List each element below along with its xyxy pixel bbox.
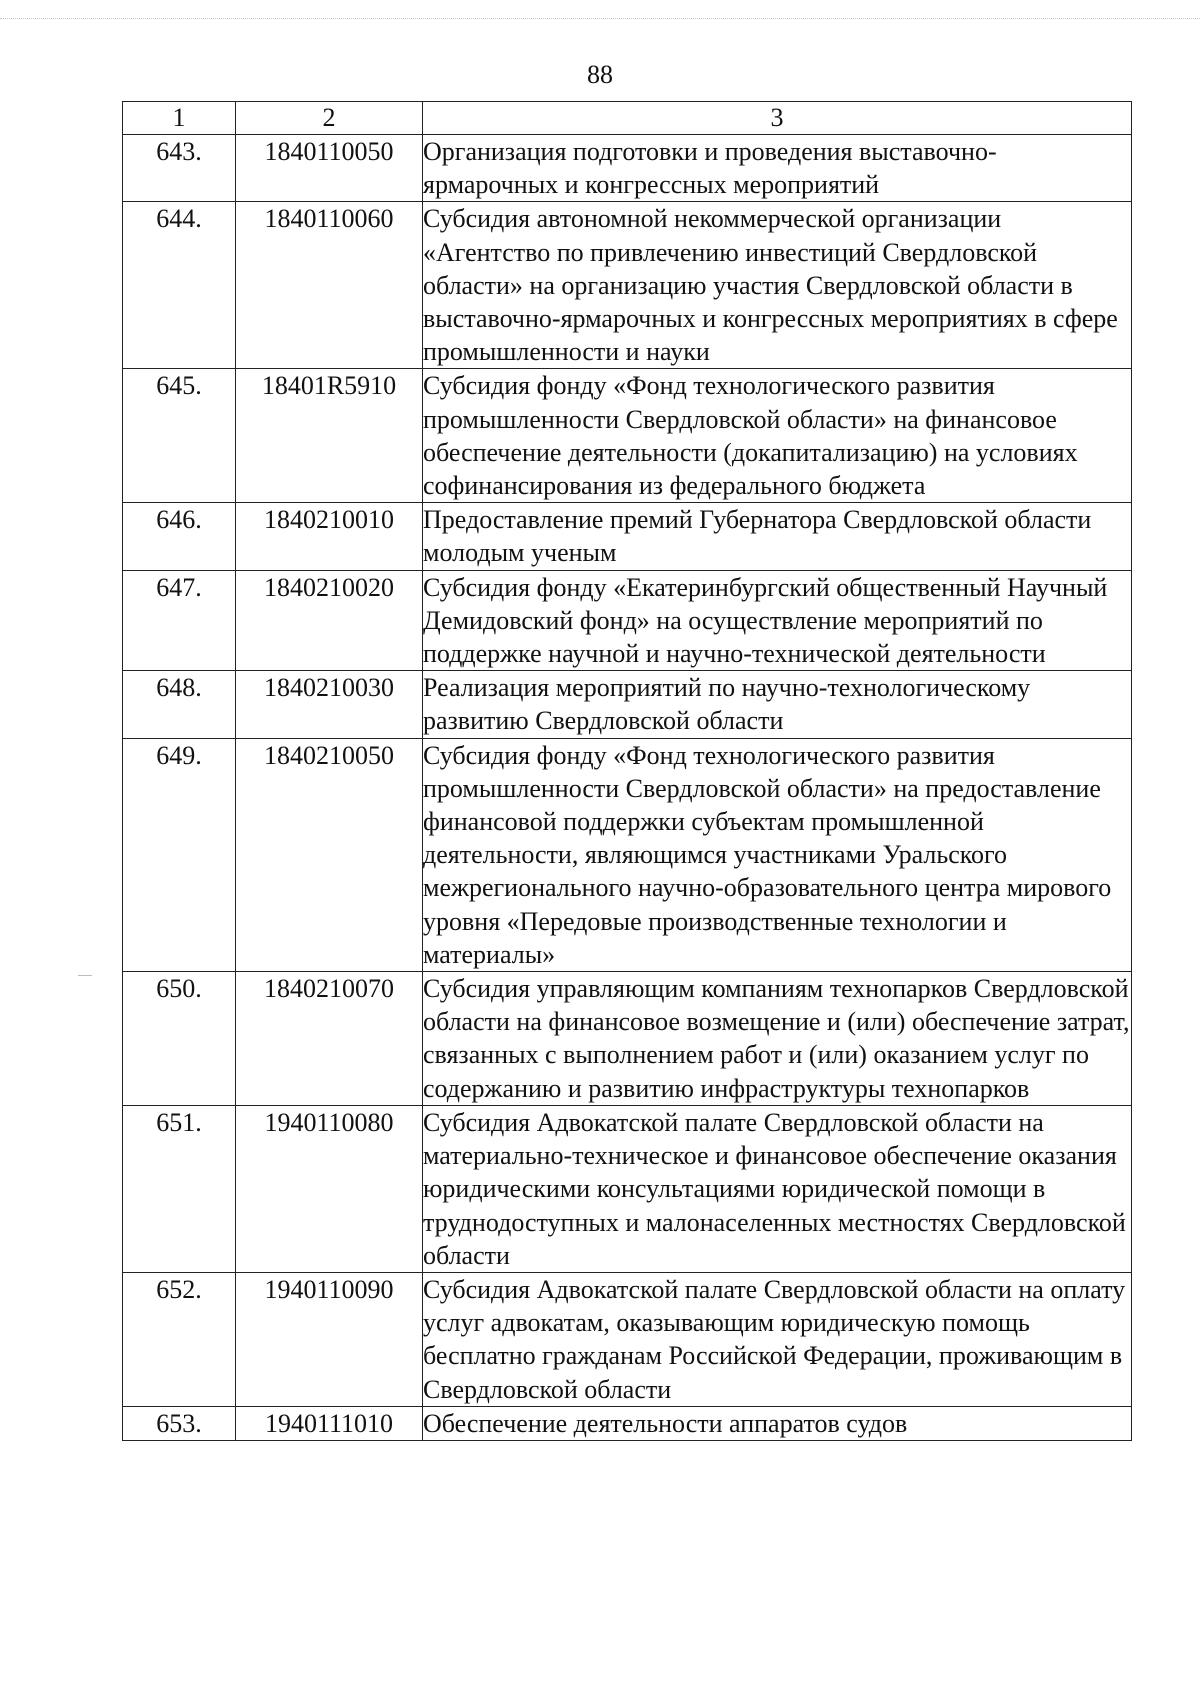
row-name: Субсидия Адвокатской палате Свердловской области на оплату услуг адвокатам, оказывающим юридическую помощь бесплатно гражданам Российской Федерации, проживающим в Свердловской области	[423, 1272, 1132, 1406]
table-row	[123, 1406, 1132, 1440]
row-code: 1840210070	[236, 972, 423, 1106]
row-code: 18401R5910	[236, 369, 423, 503]
scan-margin-mark	[78, 975, 92, 976]
table-row	[123, 570, 1132, 671]
scan-edge-line	[0, 18, 1200, 19]
row-name: Обеспечение деятельности аппаратов судов	[423, 1406, 1132, 1440]
table-row	[123, 671, 1132, 738]
table-row	[123, 1105, 1132, 1272]
row-number: 650.	[123, 972, 236, 1106]
row-code: 1940110080	[236, 1105, 423, 1272]
row-number: 649.	[123, 738, 236, 971]
table-row	[123, 369, 1132, 503]
row-name: Субсидия управляющим компаниям технопарков Свердловской области на финансовое возмещение и (или) обеспечение затрат, связанных с выполнением работ и (или) оказанием услуг по содержанию и развитию инфраструктуры технопарков	[423, 972, 1132, 1106]
row-name: Организация подготовки и проведения выставочно-ярмарочных и конгрессных мероприятий	[423, 135, 1132, 202]
table-header-row	[123, 102, 1132, 135]
row-name: Субсидия фонду «Екатеринбургский общественный Научный Демидовский фонд» на осуществление мероприятий по поддержке научной и научно-технической деятельности	[423, 570, 1132, 671]
header-col-number: 1	[123, 102, 236, 135]
table-row	[123, 972, 1132, 1106]
table-row	[123, 738, 1132, 971]
row-number: 652.	[123, 1272, 236, 1406]
row-code: 1840110060	[236, 202, 423, 369]
row-name: Субсидия фонду «Фонд технологического развития промышленности Свердловской области» на предоставление финансовой поддержки субъектам промышленной деятельности, являющимся участниками Уральского межрегионального научно-образовательного центра мирового уровня «Передовые производственные технологии и материалы»	[423, 738, 1132, 971]
header-col-code: 2	[236, 102, 423, 135]
row-number: 648.	[123, 671, 236, 738]
row-code: 1840210020	[236, 570, 423, 671]
row-name: Предоставление премий Губернатора Свердловской области молодым ученым	[423, 503, 1132, 570]
row-code: 1940111010	[236, 1406, 423, 1440]
table-row	[123, 202, 1132, 369]
row-name: Субсидия фонду «Фонд технологического развития промышленности Свердловской области» на финансовое обеспечение деятельности (докапитализацию) на условиях софинансирования из федерального бюджета	[423, 369, 1132, 503]
page-number: 88	[587, 60, 613, 89]
budget-classification-table	[122, 101, 1132, 1441]
table-row	[123, 503, 1132, 570]
row-code: 1840210050	[236, 738, 423, 971]
row-number: 651.	[123, 1105, 236, 1272]
table-row	[123, 1272, 1132, 1406]
table-row	[123, 135, 1132, 202]
row-number: 644.	[123, 202, 236, 369]
row-number: 646.	[123, 503, 236, 570]
row-name: Субсидия Адвокатской палате Свердловской области на материально-техническое и финансовое обеспечение оказания юридическими консультациями юридической помощи в труднодоступных и малонаселенных местностях Свердловской области	[423, 1105, 1132, 1272]
row-number: 645.	[123, 369, 236, 503]
header-col-name: 3	[423, 102, 1132, 135]
row-number: 647.	[123, 570, 236, 671]
row-name: Субсидия автономной некоммерческой организации «Агентство по привлечению инвестиций Свердловской области» на организацию участия Свердловской области в выставочно-ярмарочных и конгрессных мероприятиях в сфере промышленности и науки	[423, 202, 1132, 369]
row-number: 643.	[123, 135, 236, 202]
row-code: 1840110050	[236, 135, 423, 202]
row-code: 1940110090	[236, 1272, 423, 1406]
row-number: 653.	[123, 1406, 236, 1440]
row-code: 1840210030	[236, 671, 423, 738]
row-name: Реализация мероприятий по научно-технологическому развитию Свердловской области	[423, 671, 1132, 738]
row-code: 1840210010	[236, 503, 423, 570]
